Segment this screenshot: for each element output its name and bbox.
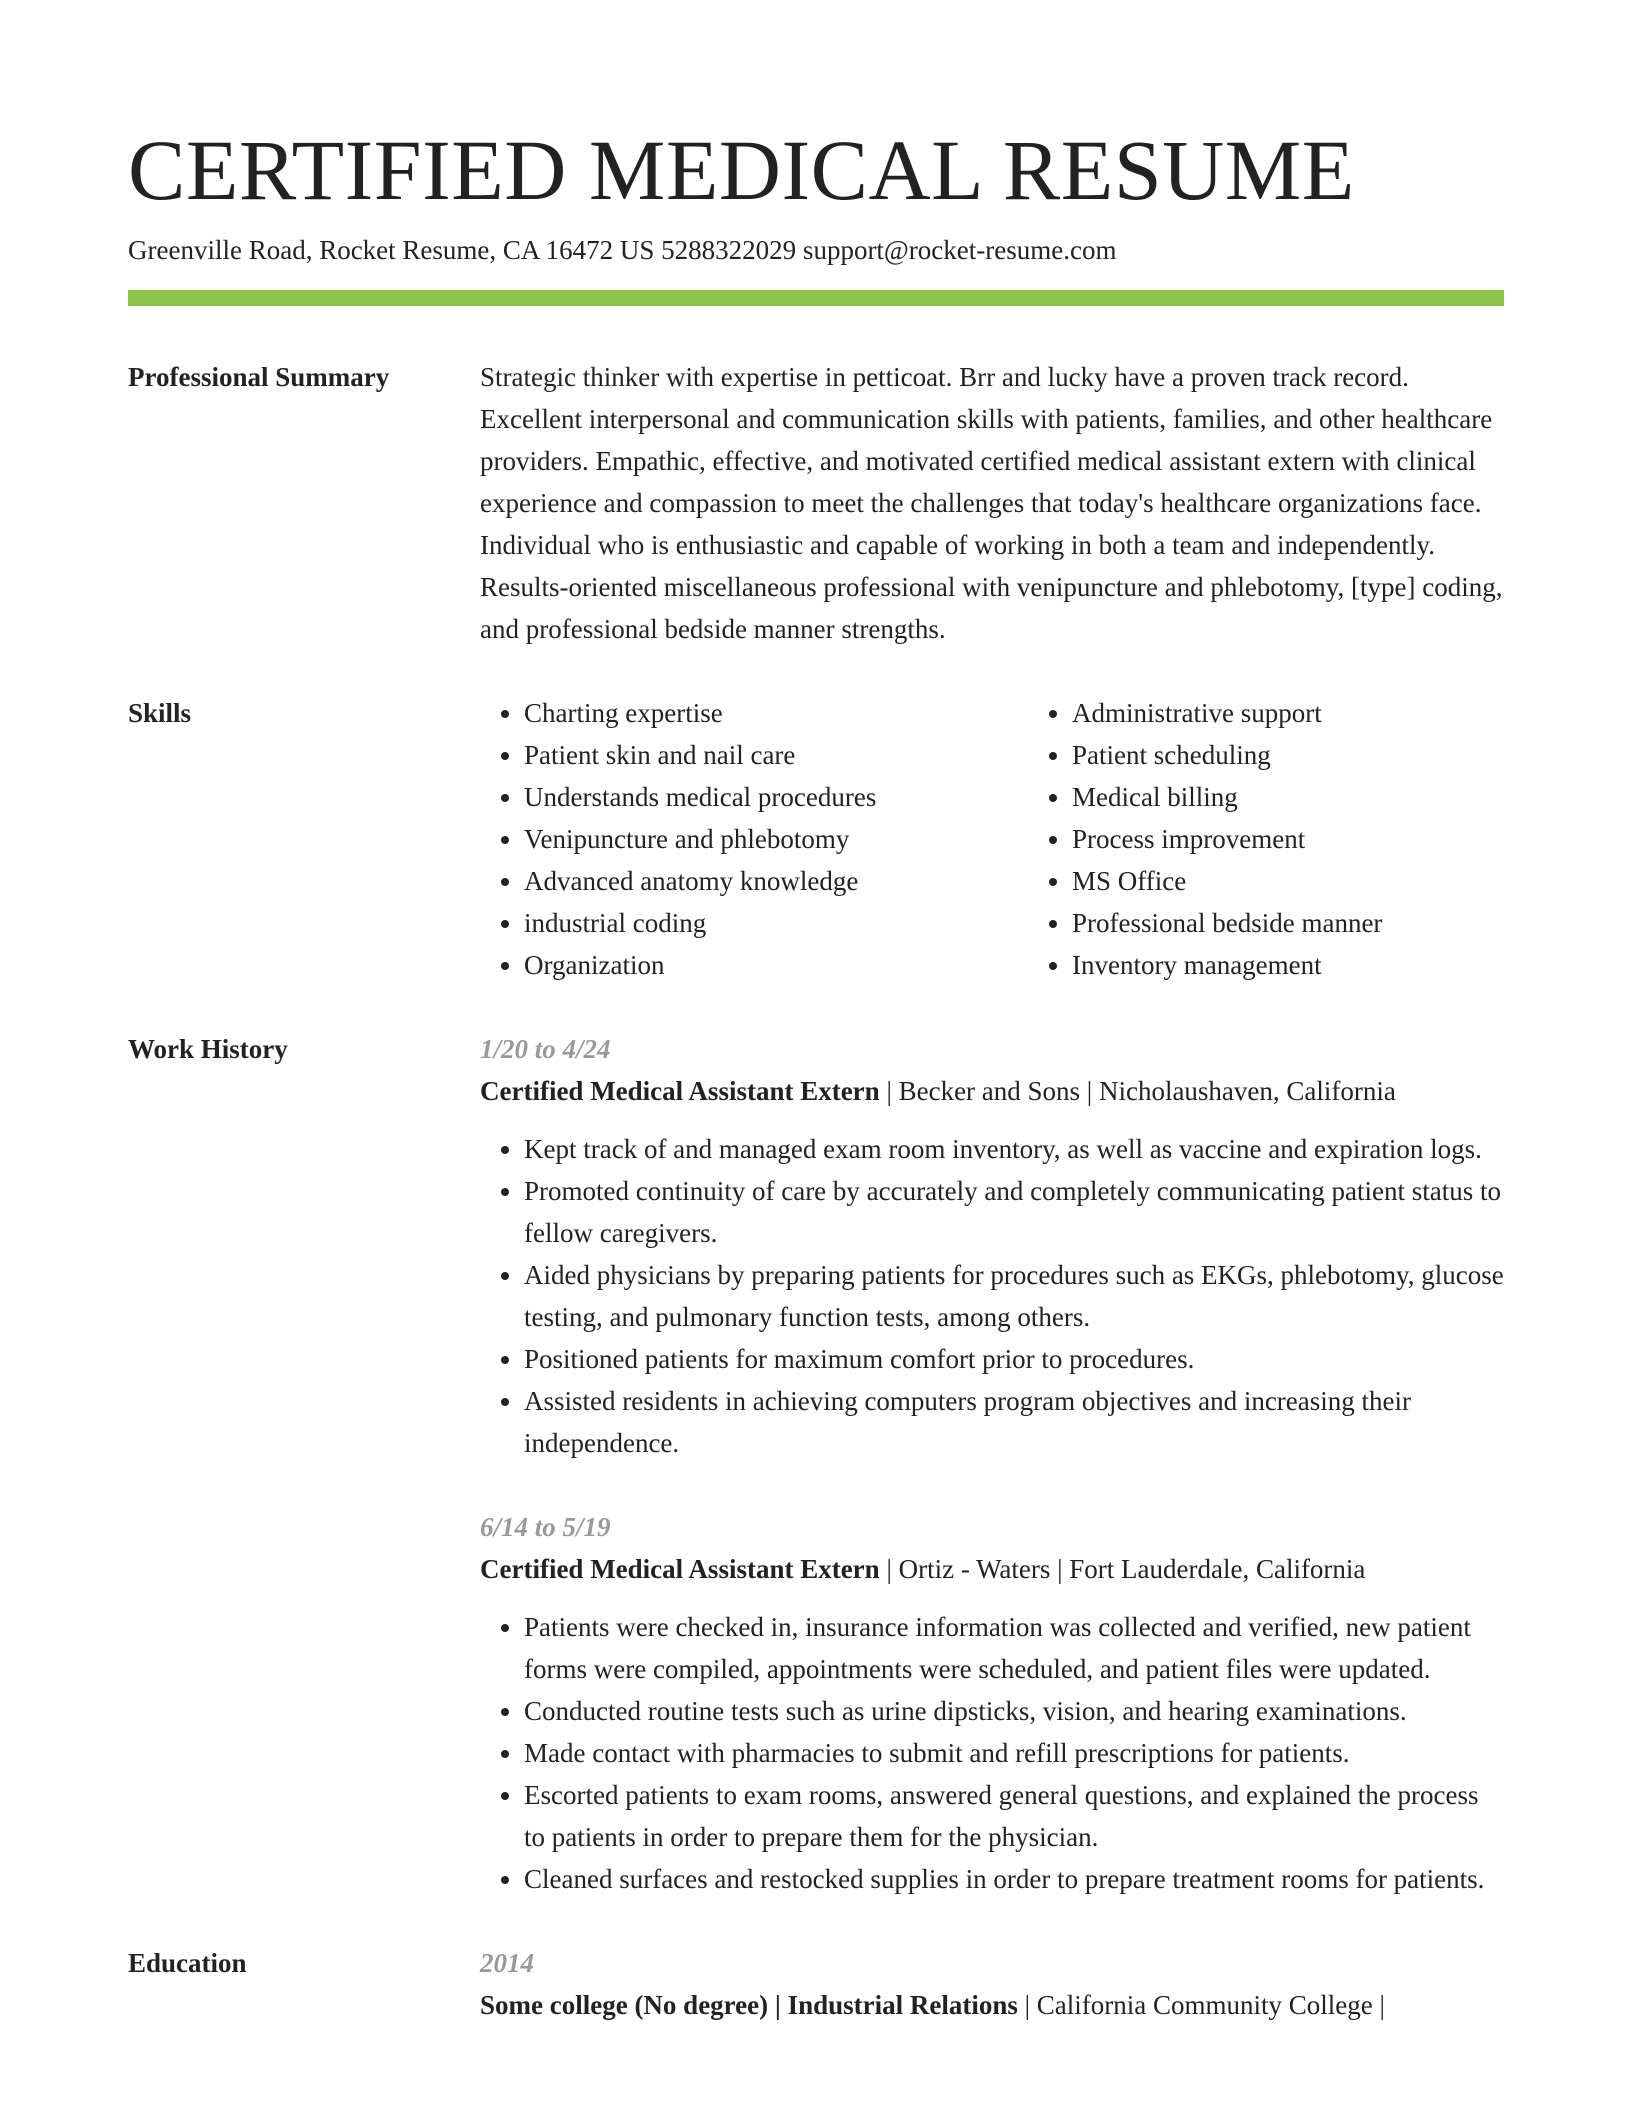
skill-item: • Patient skin and nail care bbox=[524, 734, 1028, 776]
skills-list-left bbox=[480, 692, 1028, 986]
job-title-line bbox=[480, 1070, 1504, 1112]
job-duty: • Cleaned surfaces and restocked supplies in order to prepare treatment rooms for patients. bbox=[524, 1858, 1504, 1900]
skill-item: • Professional bedside manner bbox=[1072, 902, 1576, 944]
skill-item: • Process improvement bbox=[1072, 818, 1576, 860]
job-duty: • Escorted patients to exam rooms, answered general questions, and explained the process to patients in order to prepare them for the physician. bbox=[524, 1774, 1504, 1858]
education-school: | California Community College | bbox=[1017, 1990, 1385, 2020]
skill-item: • Venipuncture and phlebotomy bbox=[524, 818, 1028, 860]
skills-label: Skills bbox=[128, 698, 192, 728]
job-dates: 1/20 to 4/24 bbox=[480, 1034, 611, 1064]
skill-item: • MS Office bbox=[1072, 860, 1576, 902]
skills-list-right bbox=[1028, 692, 1576, 986]
job-title-line bbox=[480, 1548, 1504, 1590]
job-duty: • Assisted residents in achieving computers program objectives and increasing their independence. bbox=[524, 1380, 1504, 1464]
education-section bbox=[128, 1942, 1504, 2026]
job-duty: • Made contact with pharmacies to submit and refill prescriptions for patients. bbox=[524, 1732, 1504, 1774]
summary-label: Professional Summary bbox=[128, 362, 390, 392]
job-duty: • Conducted routine tests such as urine dipsticks, vision, and hearing examinations. bbox=[524, 1690, 1504, 1732]
job-employer-location: | Becker and Sons | Nicholaushaven, California bbox=[879, 1076, 1396, 1106]
job-duties-list bbox=[480, 1606, 1504, 1900]
education-degree: Some college (No degree) | Industrial Relations bbox=[480, 1990, 1018, 2020]
skill-item: • Advanced anatomy knowledge bbox=[524, 860, 1028, 902]
skill-item: • Patient scheduling bbox=[1072, 734, 1576, 776]
summary-body bbox=[480, 356, 1504, 650]
job-entry bbox=[480, 1506, 1504, 1900]
contact-info: Greenville Road, Rocket Resume, CA 16472 US 5288322029 support@rocket-resume.com bbox=[128, 235, 1117, 265]
skill-item: • Administrative support bbox=[1072, 692, 1576, 734]
skill-item: • Organization bbox=[524, 944, 1028, 986]
job-duty: • Promoted continuity of care by accurately and completely communicating patient status to fellow caregivers. bbox=[524, 1170, 1504, 1254]
resume-title: CERTIFIED MEDICAL RESUME bbox=[128, 122, 1355, 218]
summary-text: Strategic thinker with expertise in petticoat. Brr and lucky have a proven track record. Excellent interpersonal and communication skills with patients, families, and other healthcare providers. Empathic, effective, and motivated certified medical assistant extern with clinical experience and compassion to meet the challenges that today's healthcare organizations face. Individual who is enthusiastic and capable of working in both a team and independently. Results-oriented miscellaneous professional with venipuncture and phlebotomy, [type] coding, and professional bedside manner strengths. bbox=[480, 362, 1503, 644]
accent-divider bbox=[128, 290, 1504, 306]
job-duty: • Patients were checked in, insurance information was collected and verified, new patient forms were compiled, appointments were scheduled, and patient files were updated. bbox=[524, 1606, 1504, 1690]
education-year: 2014 bbox=[480, 1948, 534, 1978]
work-history-section bbox=[128, 1028, 1504, 1900]
skills-section bbox=[128, 692, 1504, 986]
job-dates: 6/14 to 5/19 bbox=[480, 1512, 611, 1542]
education-body bbox=[480, 1942, 1504, 2026]
job-duty: • Positioned patients for maximum comfort prior to procedures. bbox=[524, 1338, 1504, 1380]
job-entry bbox=[480, 1028, 1504, 1464]
work-history-body bbox=[480, 1028, 1504, 1900]
skills-body bbox=[480, 692, 1576, 986]
job-duty: • Kept track of and managed exam room inventory, as well as vaccine and expiration logs. bbox=[524, 1128, 1504, 1170]
skill-item: • Charting expertise bbox=[524, 692, 1028, 734]
skill-item: • industrial coding bbox=[524, 902, 1028, 944]
work-history-label: Work History bbox=[128, 1034, 288, 1064]
job-employer-location: | Ortiz - Waters | Fort Lauderdale, California bbox=[879, 1554, 1366, 1584]
summary-section bbox=[128, 356, 1504, 650]
education-label: Education bbox=[128, 1948, 247, 1978]
job-duty: • Aided physicians by preparing patients for procedures such as EKGs, phlebotomy, glucose testing, and pulmonary function tests, among others. bbox=[524, 1254, 1504, 1338]
job-duties-list bbox=[480, 1128, 1504, 1464]
skill-item: • Understands medical procedures bbox=[524, 776, 1028, 818]
skill-item: • Medical billing bbox=[1072, 776, 1576, 818]
skill-item: • Inventory management bbox=[1072, 944, 1576, 986]
resume-page bbox=[128, 0, 1504, 2026]
education-line bbox=[480, 1984, 1504, 2026]
job-title: Certified Medical Assistant Extern bbox=[480, 1076, 880, 1106]
job-title: Certified Medical Assistant Extern bbox=[480, 1554, 880, 1584]
